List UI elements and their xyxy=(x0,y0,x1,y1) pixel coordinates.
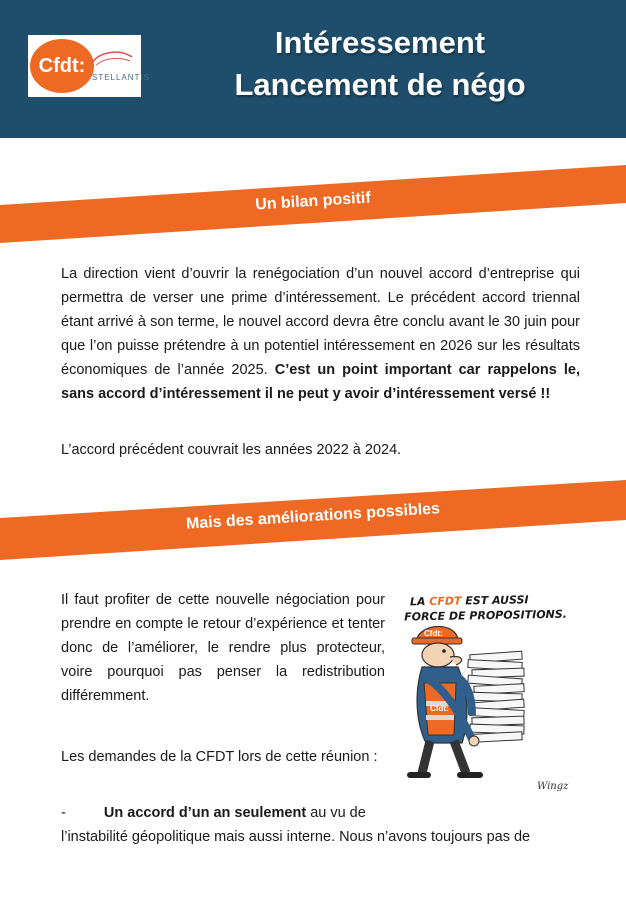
cfdt-logo-badge: Cfdt: xyxy=(30,39,94,93)
artist-signature: Wingz xyxy=(537,781,569,792)
section2-paragraph: Il faut profiter de cette nouvelle négociation pour prendre en compte le retour d’expérience et tenter donc de l’améliorer, le rendre plus protecteur, voire pourquoi pas penser la redistribution différemment. xyxy=(61,592,385,704)
cfdt-stellantis-logo xyxy=(28,35,151,97)
stellantis-swoosh-icon xyxy=(90,49,134,69)
cartoon-illustration xyxy=(392,583,572,793)
caption-cfdt: CFDT xyxy=(429,594,462,609)
section1-text: La direction vient d’ouvrir la renégociation d’un nouvel accord d’entreprise qui permettra de verser une prime d’intéressement. Le précédent accord triennal étant arrivé à son terme, le nouvel accord devra être conclu avant le 30 juin pour que l’on puisse prétendre à un potentiel intéressement en 2026 sur les résultats économiques de l’année 2025. xyxy=(61,266,580,378)
caption-line-1: LA CFDT EST AUSSI xyxy=(409,593,529,609)
bullet-item xyxy=(61,801,385,825)
worker-carrying-papers-drawing xyxy=(392,583,572,793)
section-heading-bilan: Un bilan positif xyxy=(254,189,372,214)
section-heading-ameliorations: Mais des améliorations possibles xyxy=(185,500,441,533)
title-line-2: Lancement de négo xyxy=(234,67,526,102)
page-title xyxy=(160,22,600,106)
section-band-ameliorations xyxy=(0,480,626,562)
section-band-bilan xyxy=(0,165,626,245)
section1-paragraph-2: L’accord précédent couvrait les années 2022 à 2024. xyxy=(61,442,402,458)
caption-line-2: FORCE DE PROPOSITIONS. xyxy=(404,607,568,624)
section1-paragraph xyxy=(61,262,580,406)
vest-label: Cfdt: xyxy=(430,704,449,713)
section2-last-line: l’instabilité géopolitique mais aussi interne. Nous n’avons toujours pas de xyxy=(61,829,531,845)
cap-label: Cfdt: xyxy=(424,629,443,638)
bullet-dash: - xyxy=(61,805,66,821)
stellantis-wordmark: STELLANTIS xyxy=(92,73,151,82)
bullet-bold: Un accord d’un an seulement xyxy=(103,805,307,821)
bullet-rest: au vu de xyxy=(310,805,366,821)
section1-bold-text: C’est un point important car rappelons le, sans accord d’intéressement il ne peut y avoir d’intéressement versé !! xyxy=(61,362,580,402)
header-banner xyxy=(0,0,626,138)
section2-paragraph-2: Les demandes de la CFDT lors de cette réunion : xyxy=(61,749,378,765)
title-line-1: Intéressement xyxy=(274,25,486,60)
